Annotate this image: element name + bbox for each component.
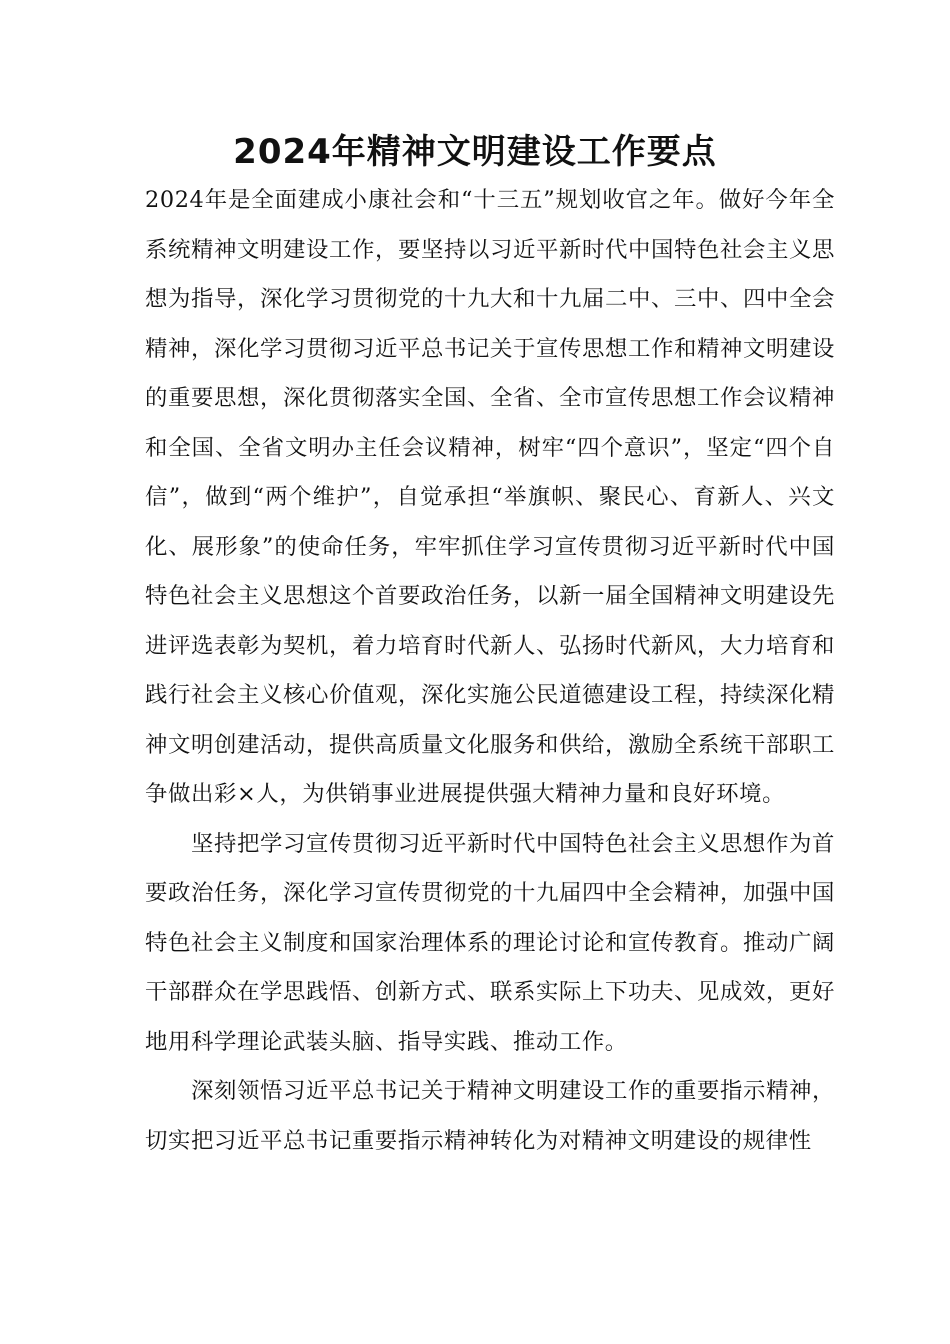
document-body: [145, 176, 835, 1166]
paragraph-1: 2024年是全面建成小康社会和“十三五”规划收官之年。做好今年全系统精神文明建设工作，要坚持以习近平新时代中国特色社会主义思想为指导，深化学习贯彻党的十九大和十九届二中、三中、四中全会精神，深化学习贯彻习近平总书记关于宣传思想工作和精神文明建设的重要思想，深化贯彻落实全国、全省、全市宣传思想工作会议精神和全国、全省文明办主任会议精神，树牢“四个意识”，坚定“四个自信”，做到“两个维护”，自觉承担“举旗帜、聚民心、育新人、兴文化、展形象”的使命任务，牢牢抓住学习宣传贯彻习近平新时代中国特色社会主义思想这个首要政治任务，以新一届全国精神文明建设先进评选表彰为契机，着力培育时代新人、弘扬时代新风，大力培育和践行社会主义核心价值观，深化实施公民道德建设工程，持续深化精神文明创建活动，提供高质量文化服务和供给，激励全系统干部职工争做出彩×人，为供销事业进展提供强大精神力量和良好环境。: [145, 187, 835, 807]
document-title: 2024年精神文明建设工作要点: [233, 132, 717, 172]
paragraph-2: 坚持把学习宣传贯彻习近平新时代中国特色社会主义思想作为首要政治任务，深化学习宣传贯彻党的十九届四中全会精神，加强中国特色社会主义制度和国家治理体系的理论讨论和宣传教育。推动广阔干部群众在学思践悟、创新方式、联系实际上下功夫、见成效，更好地用科学理论武装头脑、指导实践、推动工作。: [145, 830, 835, 1055]
paragraph-3: 深刻领悟习近平总书记关于精神文明建设工作的重要指示精神，切实把习近平总书记重要指示精神转化为对精神文明建设的规律性: [145, 1078, 835, 1154]
